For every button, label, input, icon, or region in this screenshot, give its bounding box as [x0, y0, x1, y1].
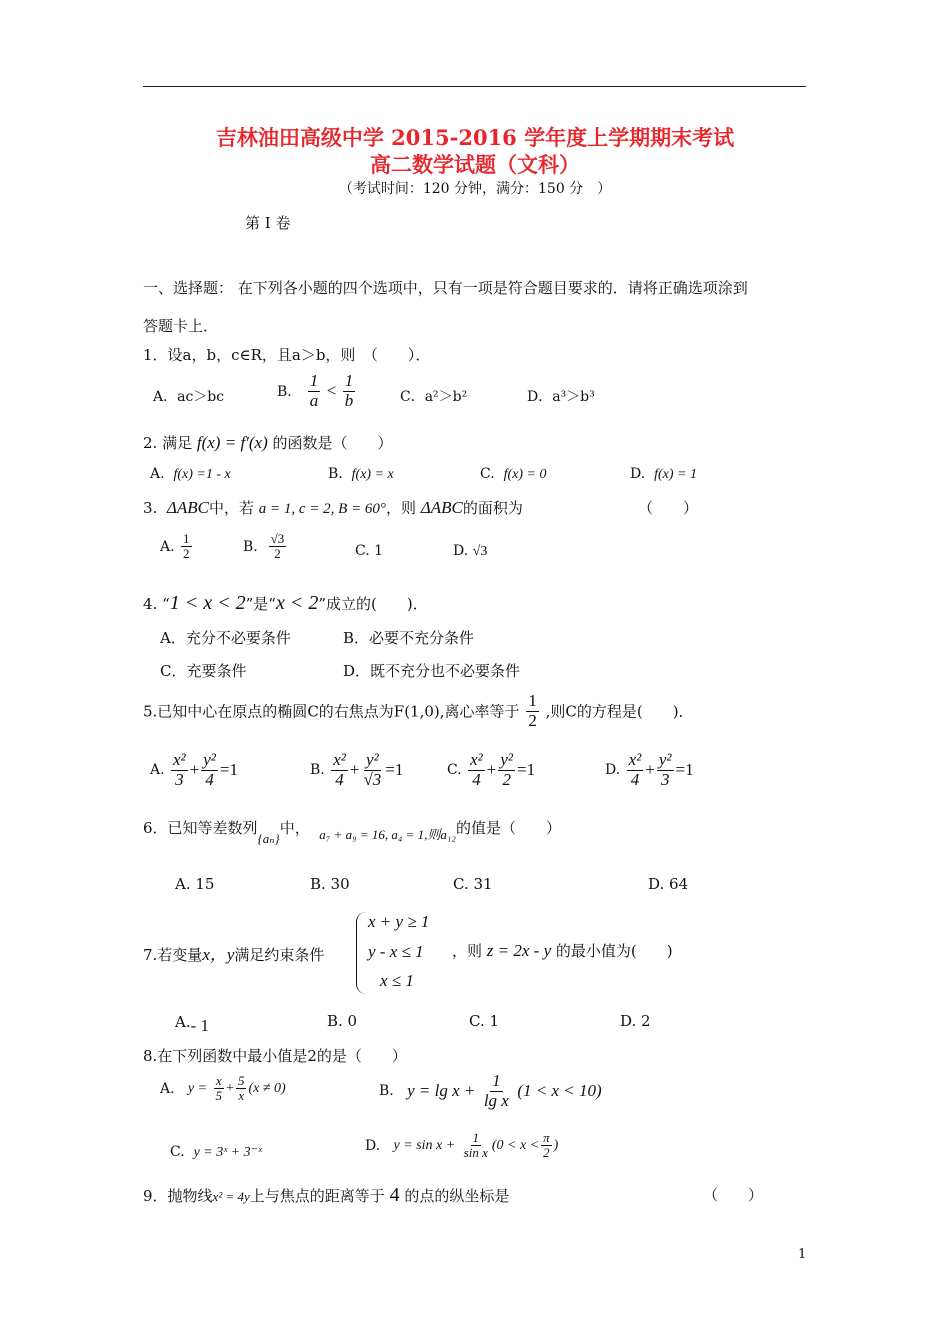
q3-option-d: D. √3 [453, 543, 488, 559]
q4-option-a: A．充分不必要条件 [160, 629, 291, 647]
q7-stem-tail: ，则 z = 2x - y 的最小值为( ) [452, 941, 673, 960]
q2-option-d: D. f(x) = 1 [630, 466, 697, 482]
q1-option-a: A．ac＞bc [153, 389, 225, 405]
q8-option-a: A. y = $\frac{x}{5}$ + $\frac{5}{x}$ (x ≠ 0) [160, 1073, 286, 1104]
q2-option-a: A. f(x) =1 - x [150, 466, 231, 482]
q7-constraint-3: x ≤ 1 [380, 971, 414, 990]
q5-stem: 5.已知中心在原点的椭圆C的右焦点为F(1,0),离心率等于 $\frac{1}{2}$ ,则C的方程是( )． [143, 691, 694, 730]
q8-option-b: B. y = lg x + $\frac{1}{\text{lg x}}$ (1 < x < 10) [379, 1071, 602, 1110]
q6-option-d: D. 64 [648, 875, 689, 893]
q3-answer-paren: （ ） [638, 499, 699, 517]
page-number: 1 [798, 1247, 807, 1262]
q8-option-d: D. y = sin x + $\frac{1}{\text{sin x}}$ (0 < x < $\frac{\pi}{2}$ ) [365, 1130, 559, 1161]
q3-option-b: B. $\frac{√3}{2}$ [243, 531, 285, 562]
q7-stem: 7.若变量x，y满足约束条件 [143, 945, 325, 964]
q8-stem: 8.在下列函数中最小值是2的是（ ） [143, 1047, 407, 1065]
q9-answer-paren: （ ） [703, 1186, 764, 1204]
q6-stem: 6．已知等差数列{aₙ}中， a₇ + a₉ = 16, a₄ = 1,则a₁₂的值是（ ） [143, 819, 561, 846]
volume-label: 第 I 卷 [245, 214, 291, 232]
top-rule [143, 86, 806, 87]
q8-option-c: C. y = 3ˣ + 3⁻ˣ [170, 1144, 262, 1160]
exam-info: （考试时间：120 分钟，满分：150 分 ） [338, 181, 612, 197]
q1-option-b: B． $\frac{1}{a}$ < $\frac{1}{b}$ [277, 371, 354, 410]
q1-option-c: C．a²＞b² [400, 389, 468, 405]
q6-option-b: B. 30 [310, 875, 350, 893]
section-intro-line2: 答题卡上． [143, 317, 219, 335]
q4-stem: 4. “1 < x < 2”是“x < 2”成立的( )． [143, 592, 428, 614]
q5-option-d: D. $\frac{\text{x²}}{4}$ + $\frac{\text{y²}}{3}$ =1 [605, 750, 694, 789]
q9-stem: 9．抛物线x² = 4y上与焦点的距离等于 4 的点的纵坐标是 [143, 1184, 510, 1206]
q1-option-d: D．a³＞b³ [527, 389, 595, 405]
section-intro-line1: 一、选择题： 在下列各小题的四个选项中，只有一项是符合题目要求的．请将正确选项涂到 [143, 279, 748, 297]
q3-stem: 3. ΔABC中，若 a = 1, c = 2, B = 60°，则 ΔABC的面积为 [143, 498, 523, 517]
q1-stem: 1．设a，b，c∈R，且a＞b，则 （ ）． [143, 346, 431, 364]
q6-option-a: A. 15 [175, 875, 215, 893]
exam-title-line2: 高二数学试题（文科） [370, 152, 580, 177]
q2-option-b: B. f(x) = x [328, 466, 394, 482]
q2-stem: 2. 满足 f(x) = f′(x) 的函数是（ ） [143, 433, 393, 452]
q4-option-d: D．既不充分也不必要条件 [343, 662, 521, 680]
q7-option-a: A.- 1 [175, 1013, 210, 1035]
q5-option-c: C. $\frac{\text{x²}}{4}$ + $\frac{\text{y²}}{2}$ =1 [447, 750, 536, 789]
q4-option-b: B．必要不充分条件 [343, 629, 475, 647]
q3-option-a: A. $\frac{1}{2}$ [160, 531, 190, 562]
q7-option-c: C. 1 [469, 1012, 500, 1030]
q7-constraint-2: y - x ≤ 1 [368, 942, 424, 961]
q7-constraint-1: x + y ≥ 1 [368, 912, 430, 931]
q4-option-c: C．充要条件 [160, 662, 247, 680]
q5-option-b: B. $\frac{\text{x²}}{4}$ + $\frac{\text{y²}}{√3}$ =1 [310, 750, 404, 789]
q7-option-b: B. 0 [327, 1012, 358, 1030]
q3-option-c: C. 1 [355, 543, 384, 559]
q5-option-a: A. $\frac{\text{x²}}{3}$ + $\frac{\text{y²}}{4}$ =1 [150, 750, 239, 789]
q7-option-d: D. 2 [620, 1012, 651, 1030]
q6-option-c: C. 31 [453, 875, 493, 893]
q2-option-c: C. f(x) = 0 [480, 466, 547, 482]
exam-title-line1: 吉林油田高级中学 2015-2016 学年度上学期期末考试 [215, 125, 735, 150]
